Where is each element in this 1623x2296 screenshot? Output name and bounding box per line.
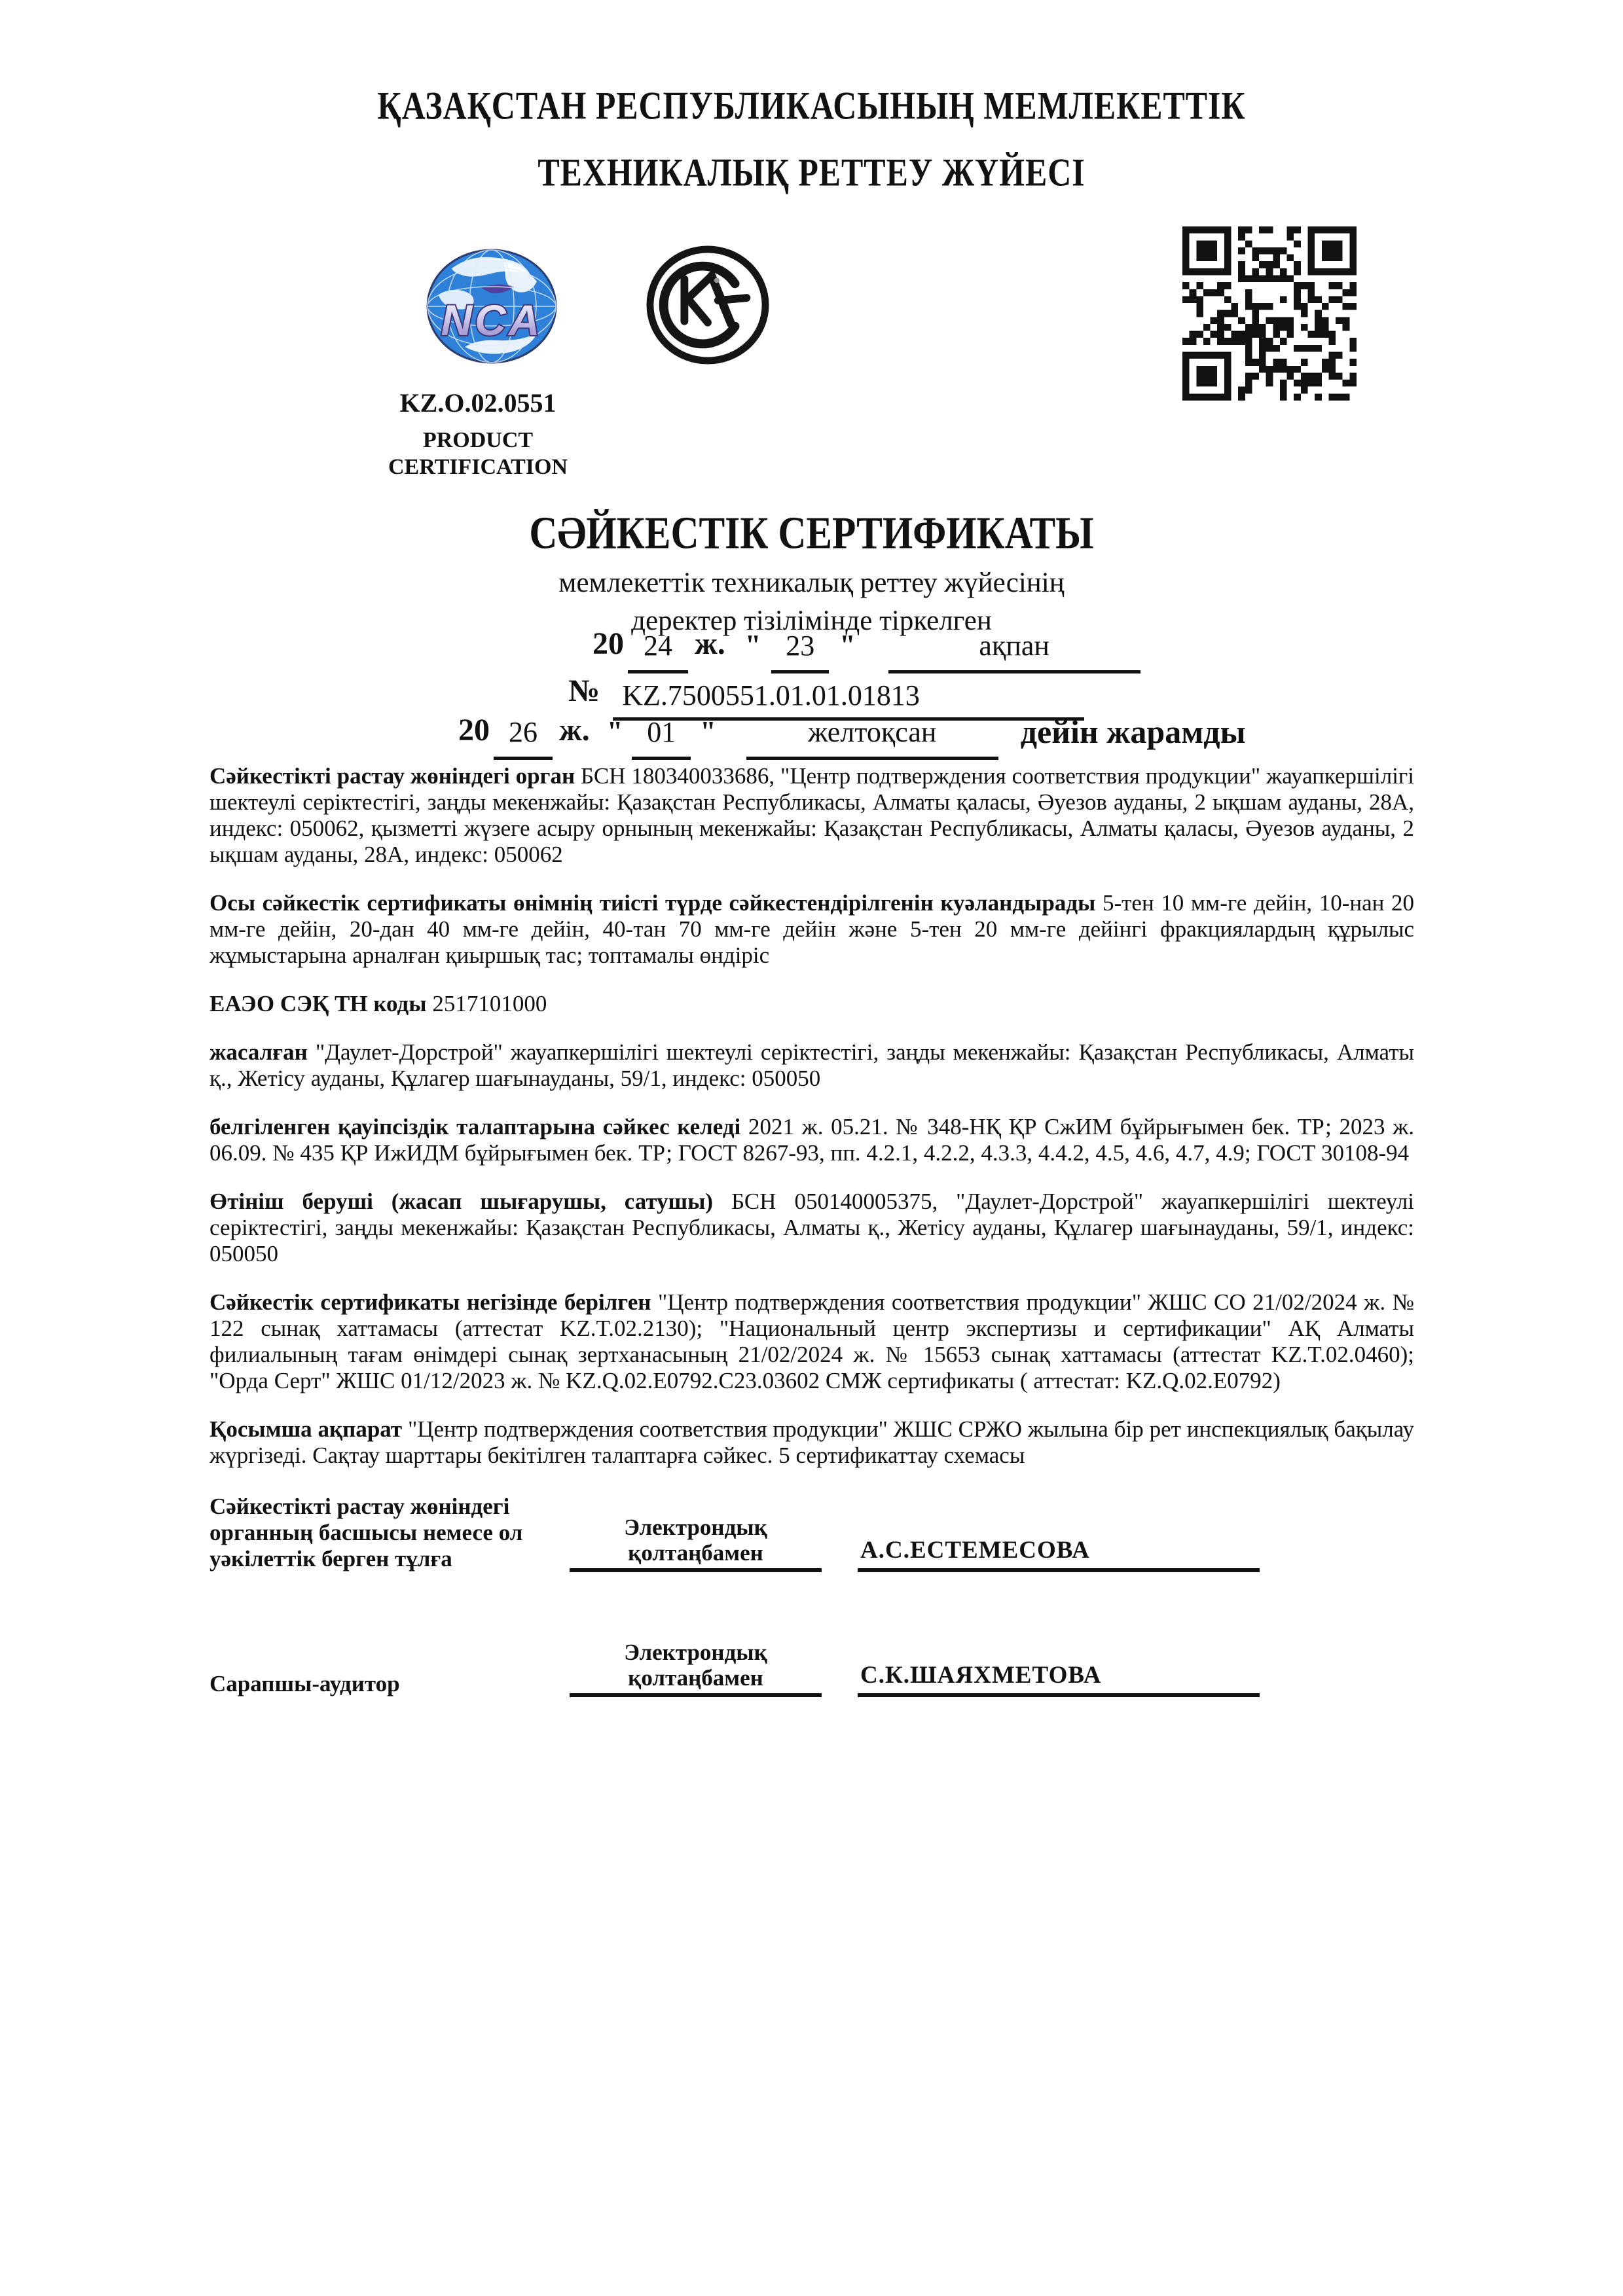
- certificate-title: СӘЙКЕСТІК СЕРТИФИКАТЫ: [529, 509, 1094, 559]
- paragraph-text: "Даулет-Дорстрой" жауапкершілігі шектеулі серіктестігі, заңды мекенжайы: Қазақстан Республикасы, Алматы қ., Жетісу ауданы, Құлагер шағынауданы, 59/1, индекс: 050050: [210, 1039, 1415, 1091]
- paragraph-issued-basis: [210, 1289, 1414, 1394]
- number-label: №: [568, 673, 600, 708]
- accreditation-number: KZ.O.02.0551: [399, 388, 556, 418]
- scope-line1: PRODUCT: [422, 428, 534, 452]
- reg-close-quote: ": [839, 629, 856, 661]
- valid-day-field: 01: [632, 718, 691, 760]
- certificate-subtitle-1: мемлекеттік техникалық реттеу жүйесінің: [558, 567, 1065, 598]
- paragraph-label: белгіленген қауіпсіздік талаптарына сәйкес келеді: [210, 1114, 741, 1139]
- kz-conformity-mark-icon: [643, 243, 773, 367]
- reg-century: 20: [593, 626, 624, 661]
- paragraph-label: Өтініш беруші (жасап шығарушы, сатушы): [210, 1189, 714, 1214]
- masthead-line2: ТЕХНИКАЛЫҚ РЕТТЕУ ЖҮЙЕСІ: [538, 151, 1085, 195]
- paragraph-certification-body: [210, 763, 1414, 868]
- valid-open-quote: ": [606, 715, 623, 747]
- reg-year-field: 24: [628, 632, 688, 673]
- paragraph-additional-info: [210, 1416, 1414, 1469]
- certificate-number-row: [568, 675, 1084, 721]
- paragraph-text: БСН 050140005375, "Даулет-Дорстрой" жауапкершілігі шектеулі серіктестігі, заңды мекенжайы: Қазақстан Республикасы, Алматы қ., Жетісу ауданы, Құлагер шағынауданы, 59/1, индекс: 050050: [210, 1189, 1415, 1266]
- paragraph-text: 2021 ж. 05.21. № 348-НҚ ҚР СжИМ бұйрығымен бек. ТР; 2023 ж. 06.09. № 435 ҚР ИжИДМ бұйрығымен бек. ТР; ГОСТ 8267-93, пп. 4.2.1, 4.2.2, 4.3.3, 4.4.2, 4.5, 4.6, 4.7, 4.9; ГОСТ 30108-94: [210, 1114, 1415, 1166]
- certificate-subtitle-2: деректер тізілімінде тіркелген: [631, 605, 992, 636]
- paragraph-text: 2517101000: [432, 991, 547, 1016]
- signer-name: С.К.ШАЯХМЕТОВА: [858, 1662, 1260, 1697]
- reg-month-field: ақпан: [888, 632, 1140, 673]
- nca-accreditation-logo-icon: [426, 249, 558, 368]
- paragraph-text: БСН 180340033686, "Центр подтверждения соответствия продукции" жауапкершілігі шектеулі серіктестігі, заңды мекенжайы: Қазақстан Республикасы, Алматы қаласы, Әуезов ауданы, 2 ықшам ауданы, 28А, индекс: 050062, қызметті жүзеге асыру орнының мекенжайы: Қазақстан Республикасы, Алматы қаласы, Әуезов ауданы, 2 ықшам ауданы, 28А, индекс: 050062: [210, 763, 1414, 867]
- qr-code: [1182, 226, 1357, 401]
- certificate-number-field: KZ.7500551.01.01.01813: [613, 681, 1084, 721]
- signer-role: Сәйкестікті растау жөніндегі органның басшысы немесе ол уәкілеттік берген тұлға: [210, 1494, 523, 1571]
- paragraph-label: Сәйкестікті растау жөніндегі орган: [210, 763, 575, 789]
- paragraph-hs-code: [210, 991, 1414, 1017]
- valid-close-quote: ": [700, 715, 716, 747]
- paragraph-label: Осы сәйкестік сертификаты өнімнің тиісті түрде сәйкестендірілгенін куәландырады: [210, 890, 1096, 916]
- reg-open-quote: ": [744, 629, 761, 661]
- paragraph-text: 5-тен 10 мм-ге дейін, 10-нан 20 мм-ге дейін, 20-дан 40 мм-ге дейін, 40-тан 70 мм-ге дейін және 5-тен 20 мм-ге дейінгі фракциялардың құрылыс жұмыстарына арналған қиыршық тас; топтамалы өндіріс: [210, 890, 1415, 968]
- paragraph-text: "Центр подтверждения соответствия продукции" ЖШС СРЖО жылына бір рет инспекциялық бақылау жүргізеді. Сақтау шарттары бекітілген талаптарға сәйкес. 5 сертификаттау схемасы: [210, 1416, 1414, 1468]
- reg-year-suffix: ж.: [695, 626, 725, 661]
- accreditation-scope: [367, 427, 589, 480]
- paragraph-text: "Центр подтверждения соответствия продукции" ЖШС СО 21/02/2024 ж. № 122 сынақ хаттамасы (аттестат KZ.T.02.2130); "Национальный центр экспертизы и сертификации" АҚ Алматы филиалының тағам өнімдері сынақ зертханасының 21/02/2024 ж. № 15653 сынақ хаттамасы (аттестат KZ.T.02.0460); "Орда Серт" ЖШС 01/12/2023 ж. № KZ.Q.02.E0792.C23.03602 СМЖ сертификаты ( аттестат: KZ.Q.02.E0792): [210, 1289, 1415, 1393]
- paragraph-requirements: [210, 1114, 1414, 1166]
- paragraph-product: [210, 890, 1414, 969]
- signer-role: Сарапшы-аудитор: [210, 1671, 400, 1696]
- paragraph-manufacturer: [210, 1039, 1414, 1092]
- scope-line2: CERTIFICATION: [388, 455, 568, 479]
- paragraph-applicant: [210, 1189, 1414, 1267]
- signature-row-auditor: [210, 1640, 1414, 1697]
- valid-until-label: дейін жарамды: [1020, 713, 1246, 750]
- signature-method: Электрондық қолтаңбамен: [570, 1515, 822, 1572]
- valid-month-field: желтоқсан: [746, 718, 998, 760]
- paragraph-label: Сәйкестік сертификаты негізінде берілген: [210, 1289, 651, 1315]
- certificate-body: [210, 763, 1414, 1491]
- valid-year-suffix: ж.: [559, 713, 590, 747]
- valid-century: 20: [458, 713, 490, 747]
- masthead: [33, 73, 1591, 207]
- valid-year-field: 26: [494, 718, 553, 760]
- masthead-line1: ҚАЗАҚСТАН РЕСПУБЛИКАСЫНЫҢ МЕМЛЕКЕТТІК: [377, 84, 1246, 128]
- signature-row-head: [210, 1494, 1414, 1572]
- signature-method: Электрондық қолтаңбамен: [570, 1640, 822, 1697]
- signer-name: А.С.ЕСТЕМЕСОВА: [858, 1537, 1260, 1572]
- validity-date-row: [458, 715, 1246, 760]
- paragraph-label: ЕАЭО СЭҚ ТН коды: [210, 991, 427, 1016]
- reg-day-field: 23: [771, 632, 829, 673]
- nca-wordmark: NCA: [441, 296, 543, 344]
- paragraph-label: жасалған: [210, 1039, 308, 1065]
- paragraph-label: Қосымша ақпарат: [210, 1416, 403, 1442]
- registration-date-row: [593, 628, 1140, 673]
